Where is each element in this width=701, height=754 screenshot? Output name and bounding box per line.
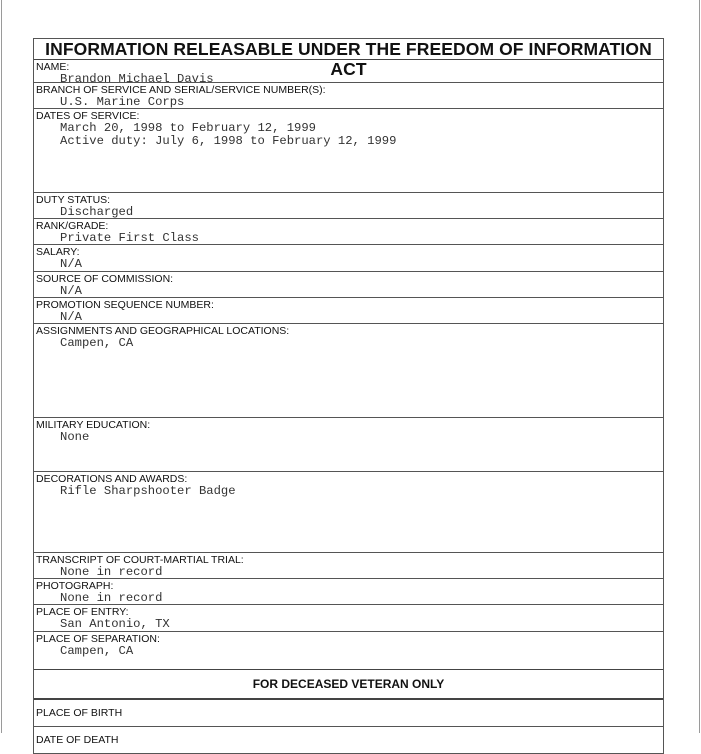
field-place-of-entry — [34, 605, 663, 632]
field-label: NAME: — [36, 61, 70, 73]
field-value: Campen, CA — [60, 644, 134, 658]
field-label: SOURCE OF COMMISSION: — [36, 273, 174, 285]
field-decorations-awards — [34, 472, 663, 553]
field-value: Brandon Michael Davis — [60, 72, 214, 86]
field-promotion-sequence — [34, 298, 663, 324]
field-value: N/A — [60, 310, 82, 324]
foia-form — [33, 38, 664, 754]
field-branch — [34, 83, 663, 109]
field-value: March 20, 1998 to February 12, 1999 — [60, 121, 316, 135]
field-label: DECORATIONS AND AWARDS: — [36, 473, 188, 485]
field-value: None in record — [60, 591, 163, 605]
field-duty-status — [34, 193, 663, 219]
deceased-veteran-banner: FOR DECEASED VETERAN ONLY — [34, 669, 663, 700]
field-value: N/A — [60, 257, 82, 271]
field-label: RANK/GRADE: — [36, 220, 109, 232]
field-label: PROMOTION SEQUENCE NUMBER: — [36, 299, 214, 311]
field-label: DUTY STATUS: — [36, 194, 111, 206]
field-label: DATES OF SERVICE: — [36, 110, 140, 122]
field-label: SALARY: — [36, 246, 80, 258]
field-value: U.S. Marine Corps — [60, 95, 185, 109]
field-salary — [34, 245, 663, 272]
page-edge-right — [699, 0, 700, 733]
field-value: Rifle Sharpshooter Badge — [60, 484, 236, 498]
field-label: PHOTOGRAPH: — [36, 580, 114, 592]
field-source-of-commission — [34, 272, 663, 298]
field-place-of-birth — [34, 700, 663, 727]
field-value: San Antonio, TX — [60, 617, 170, 631]
field-label: BRANCH OF SERVICE AND SERIAL/SERVICE NUMBER(S): — [36, 84, 326, 96]
page-edge-left — [1, 0, 2, 733]
field-label: PLACE OF BIRTH — [36, 707, 123, 719]
field-label: PLACE OF SEPARATION: — [36, 633, 160, 645]
form-title: INFORMATION RELEASABLE UNDER THE FREEDOM OF INFORMATION ACT — [34, 39, 663, 60]
field-label: TRANSCRIPT OF COURT-MARTIAL TRIAL: — [36, 554, 244, 566]
field-rank-grade — [34, 219, 663, 245]
field-name — [34, 60, 663, 86]
field-photograph — [34, 579, 663, 605]
field-label: DATE OF DEATH — [36, 734, 119, 746]
field-value: None in record — [60, 565, 163, 579]
field-label: PLACE OF ENTRY: — [36, 606, 129, 618]
field-value: None — [60, 430, 90, 444]
field-value: N/A — [60, 284, 82, 298]
field-dates-of-service — [34, 109, 663, 193]
field-assignments — [34, 324, 663, 418]
field-value: Discharged — [60, 205, 134, 219]
field-value: Campen, CA — [60, 336, 134, 350]
field-value: Active duty: July 6, 1998 to February 12, 1999 — [60, 134, 397, 148]
field-label: MILITARY EDUCATION: — [36, 419, 151, 431]
field-place-of-separation — [34, 632, 663, 669]
field-military-education — [34, 418, 663, 472]
field-label: ASSIGNMENTS AND GEOGRAPHICAL LOCATIONS: — [36, 325, 290, 337]
field-value: Private First Class — [60, 231, 199, 245]
field-date-of-death — [34, 727, 663, 754]
field-court-martial — [34, 553, 663, 579]
